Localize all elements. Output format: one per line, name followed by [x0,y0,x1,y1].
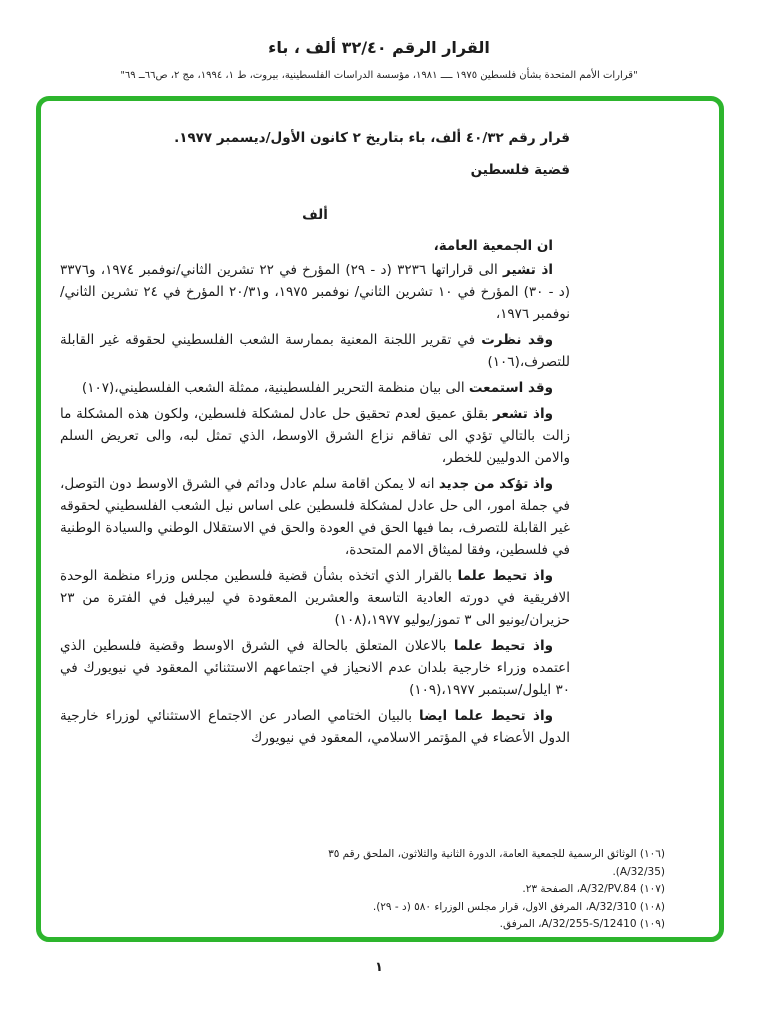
section-heading: ألف [302,207,328,223]
paragraph-lead: وقد استمعت [468,380,553,396]
footnote-107: (١٠٧) A/32/PV.84، الصفحة ٢٣. [522,883,665,895]
paragraph-text: بالاعلان المتعلق بالحالة في الشرق الاوسط وقضية فلسطين الذي اعتمده وزراء خارجية بلدان عدم الانحياز في اجتماعهم الاستثنائي المعقود في نيويورك في ٣٠ ايلول/سبتمبر ١٩٧٧،(١٠٩) [60,638,570,698]
paragraph-text: بالقرار الذي اتخذه بشأن قضية فلسطين مجلس وزراء منظمة الوحدة الافريقية في دورته العادية التاسعة والعشرين المعقودة في ليبرفيل في الفترة من ٢٣ حزيران/يونيو الى ٣ تموز/يوليو ١٩٧٧،(١٠٨) [60,568,570,628]
header-source-line: "قرارات الأمم المتحدة بشأن فلسطين ١٩٧٥ ــــ ١٩٨١، مؤسسة الدراسات الفلسطينية، بيروت، ط ١، ١٩٩٤، مج ٢، ص٦٦ــ ٦٩" [120,70,638,81]
paragraph-lead: واذ تحيط علما ايضا [419,708,554,724]
paragraph-lead: اذ تشير [503,262,553,278]
preambular-paragraph-4 [60,403,570,469]
document-content [60,127,570,753]
paragraph-text: بقلق عميق لعدم تحقيق حل عادل لمشكلة فلسطين، ولكون هذه المشكلة ما زالت بالتالي تؤدي الى تفاقم نزاع الشرق الاوسط، الذي تمثل لبه، والى تعريض السلم والامن الدوليين للخطر، [60,406,570,466]
preambular-paragraph-1 [60,259,570,325]
paragraph-text: انه لا يمكن اقامة سلم عادل ودائم في الشرق الاوسط دون التوصل، في جملة امور، الى حل عادل لمشكلة فلسطين على اساس نيل الشعب الفلسطيني لحقوقه غير القابلة للتصرف، بما فيها الحق في العودة والحق في الاستقلال الوطني والسيادة الوطنية في فلسطين، وفقا لميثاق الامم المتحدة، [60,476,570,558]
preambular-paragraph-6 [60,565,570,631]
preambular-paragraph-2 [60,329,570,373]
preambular-paragraph-8 [60,705,570,749]
opening-line: ان الجمعية العامة، [433,238,553,254]
paragraph-text: الى قراراتها ٣٢٣٦ (د - ٢٩) المؤرخ في ٢٢ تشرين الثاني/نوفمبر ١٩٧٤، و٣٣٧٦ (د - ٣٠) المؤرخ في ١٠ تشرين الثاني/ نوفمبر ١٩٧٥، و٢٠/٣١ المؤرخ في ٢٤ تشرين الثاني/نوفمبر ١٩٧٦، [60,262,570,322]
resolution-title: قرار رقم ٤٠/٣٢ ألف، باء بتاريخ ٢ كانون الأول/ديسمبر ١٩٧٧. [174,130,570,146]
footnote-108: (١٠٨) A/32/310، المرفق الاول، قرار مجلس الوزراء ٥٨٠ (د - ٢٩). [372,900,665,913]
header-title: القرار الرقم ٣٢/٤٠ ألف ، باء [268,38,490,57]
preambular-paragraph-7 [60,635,570,701]
preambular-paragraph-5 [60,473,570,561]
paragraph-text: بالبيان الختامي الصادر عن الاجتماع الاستثنائي لوزراء خارجية الدول الأعضاء في المؤتمر الاسلامي، المعقود في نيويورك [60,708,570,746]
paragraph-lead: واذ تحيط علما [453,638,553,654]
paragraph-lead: واذ تحيط علما [457,568,553,584]
green-highlight-border [36,96,724,942]
page-number: ١ [375,960,383,975]
paragraph-text: في تقرير اللجنة المعنية بممارسة الشعب الفلسطيني لحقوقه غير القابلة للتصرف،(١٠٦) [60,332,570,370]
paragraph-lead: واذ تؤكد من جديد [438,476,553,492]
paragraph-text: الى بيان منظمة التحرير الفلسطينية، ممثلة الشعب الفلسطيني،(١٠٧) [81,380,469,396]
paragraph-lead: واذ تشعر [492,406,553,422]
footnote-106: (١٠٦) الوثائق الرسمية للجمعية العامة، الدورة الثانية والثلاثون، الملحق رقم ٣٥ (A/32/35). [328,848,665,878]
paragraph-lead: وقد نظرت [481,332,553,348]
footnote-109: (١٠٩) A/32/255-S/12410، المرفق. [499,918,665,930]
preambular-paragraph-3 [60,377,570,399]
resolution-subject: قضية فلسطين [470,162,570,178]
footnotes-block [327,846,665,934]
